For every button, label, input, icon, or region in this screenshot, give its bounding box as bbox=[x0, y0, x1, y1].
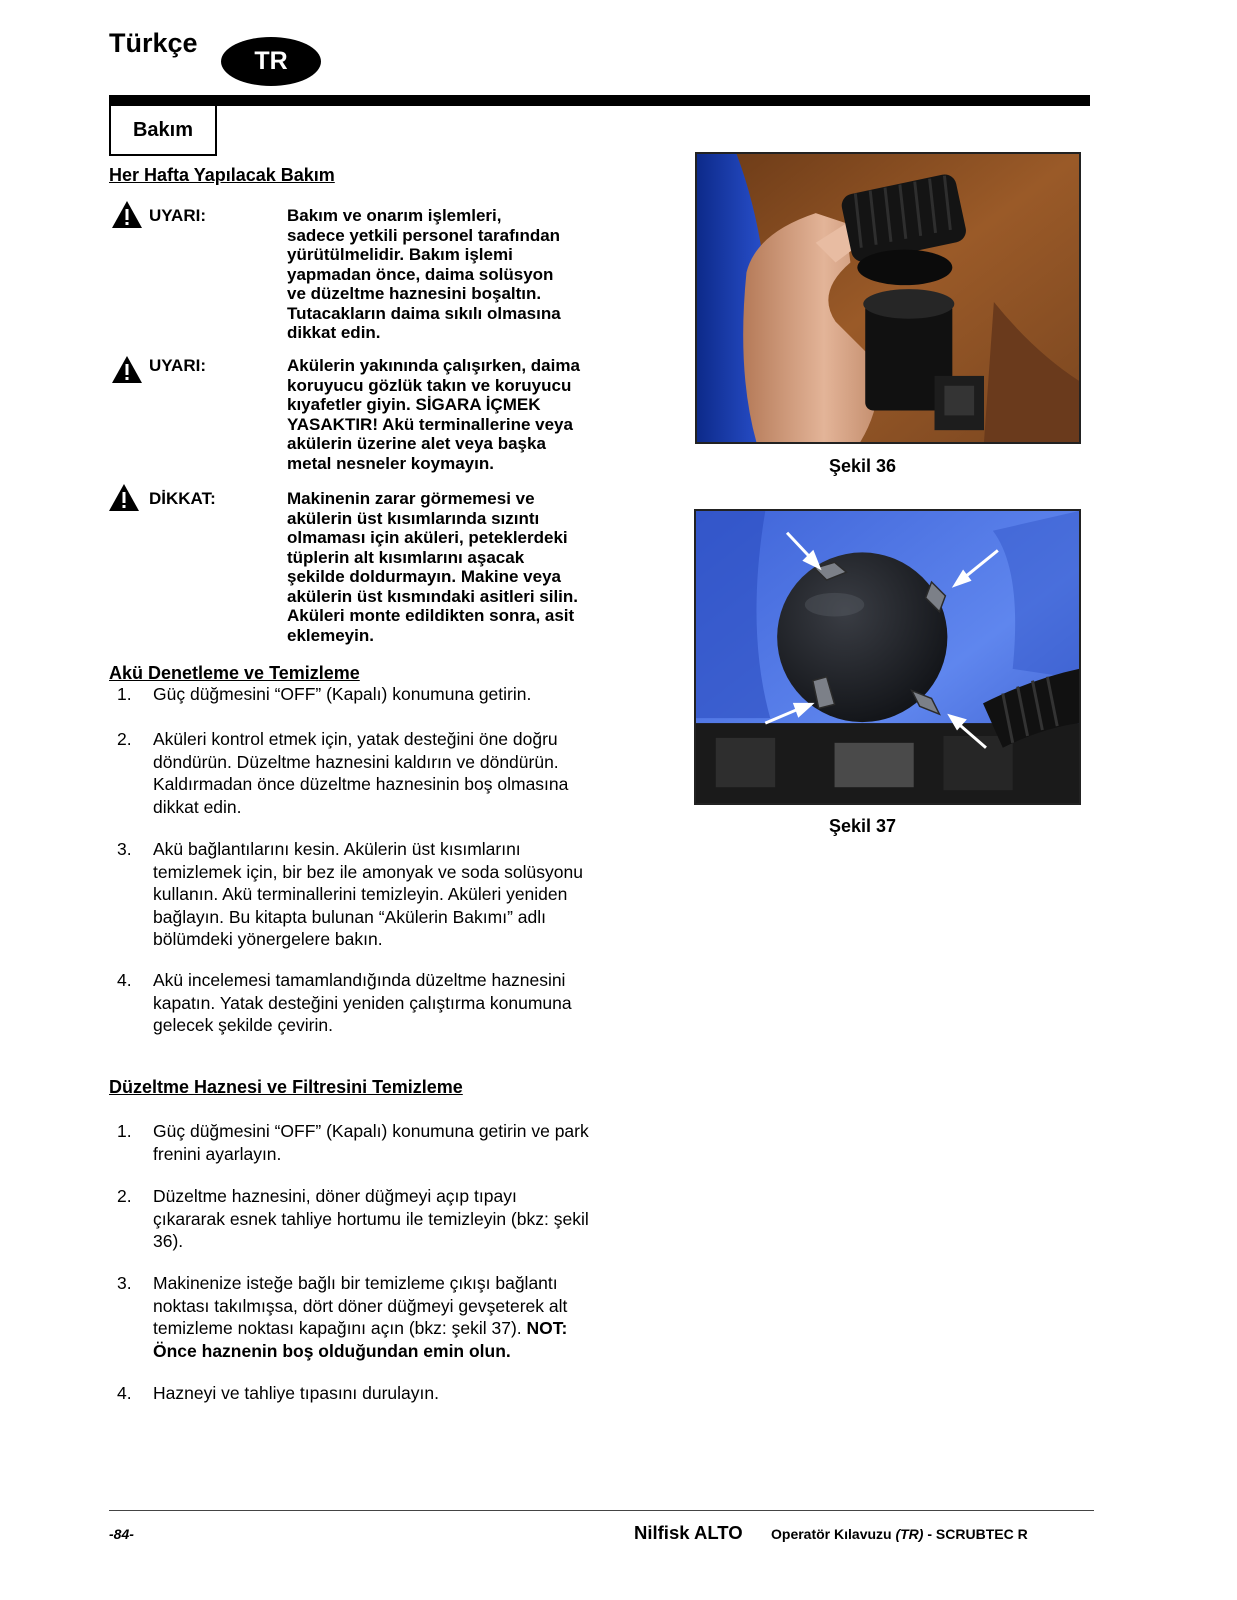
warning-label: UYARI: bbox=[149, 206, 206, 225]
warning-label: UYARI: bbox=[149, 356, 206, 375]
figure-37-photo bbox=[694, 509, 1081, 805]
page-number: -84- bbox=[109, 1526, 134, 1542]
warning-text: Akülerin yakınında çalışırken, daima koruyucu gözlük takın ve koruyucu kıyafetler giyin. SİGARA İÇMEK YASAKTIR! Akü terminallerine veya akülerin üzerine alet veya başka metal nesneler koymayın. bbox=[287, 356, 580, 473]
caution-text: Makinenin zarar görmemesi ve akülerin üst kısımlarında sızıntı olmaması için aküleri, peteklerdeki tüplerin alt kısımlarını aşacak şekilde doldurmayın. Makine veya akülerin üst kısmındaki asitleri silin. Aküleri monte edildikten sonra, asit eklemeyin. bbox=[287, 489, 579, 645]
section-title: Bakım bbox=[109, 106, 217, 156]
caution-label: DİKKAT: bbox=[149, 489, 216, 508]
battery-heading: Akü Denetleme ve Temizleme bbox=[109, 663, 360, 683]
brand-name: Nilfisk ALTO bbox=[634, 1522, 743, 1543]
figure-37-caption: Şekil 37 bbox=[829, 816, 897, 836]
tank-heading: Düzeltme Haznesi ve Filtresini Temizleme bbox=[109, 1077, 463, 1097]
caution-icon bbox=[108, 483, 140, 512]
language-badge: TR bbox=[221, 37, 321, 86]
weekly-heading: Her Hafta Yapılacak Bakım bbox=[109, 165, 335, 185]
warning-icon bbox=[111, 355, 143, 384]
note-label: NOT: bbox=[526, 1318, 568, 1338]
manual-title: Operatör Kılavuzu (TR) - SCRUBTEC R bbox=[771, 1526, 1028, 1542]
language-title: Türkçe bbox=[109, 28, 198, 58]
figure-36-photo bbox=[695, 152, 1081, 444]
warning-text: Bakım ve onarım işlemleri, sadece yetkili personel tarafından yürütülmelidir. Bakım işlemi yapmadan önce, daima solüsyon ve düzeltme haznesini boşaltın. Tutacakların daima sıkılı olmasına dikkat edin. bbox=[287, 206, 561, 342]
figure-36-caption: Şekil 36 bbox=[829, 456, 897, 476]
header-rule bbox=[109, 95, 1090, 106]
warning-icon bbox=[111, 200, 143, 229]
note-text: Önce haznenin boş olduğundan emin olun. bbox=[153, 1340, 511, 1361]
footer-rule bbox=[109, 1510, 1094, 1511]
